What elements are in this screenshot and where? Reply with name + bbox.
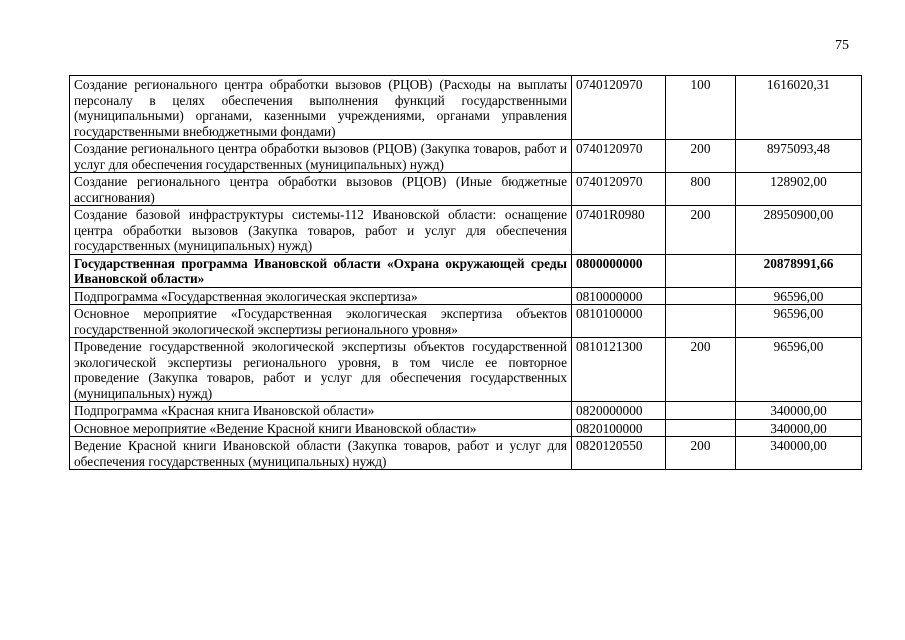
row-amount-cell: 8975093,48 (736, 140, 862, 173)
row-amount-cell: 340000,00 (736, 437, 862, 470)
row-code-cell: 0820120550 (572, 437, 666, 470)
row-amount-cell: 96596,00 (736, 305, 862, 338)
row-name-cell: Проведение государственной экологической экспертизы объектов государственной экологической экспертизы регионального уровня, в том числе ее повторное проведение (Закупка товаров, работ и услуг для обеспечения государственных (муниципальных) нужд) (70, 338, 572, 402)
table-row (70, 419, 862, 437)
row-name-cell: Подпрограмма «Красная книга Ивановской области» (70, 402, 572, 420)
table-row (70, 76, 862, 140)
table-row (70, 287, 862, 305)
table-row (70, 206, 862, 255)
row-code-cell: 0820100000 (572, 419, 666, 437)
row-code-cell: 0810100000 (572, 305, 666, 338)
row-code-cell: 0810000000 (572, 287, 666, 305)
row-name-cell: Основное мероприятие «Ведение Красной книги Ивановской области» (70, 419, 572, 437)
table-row-program (70, 254, 862, 287)
row-amount-cell: 128902,00 (736, 173, 862, 206)
table-row (70, 140, 862, 173)
row-code-cell: 0810121300 (572, 338, 666, 402)
row-kind-cell (666, 305, 736, 338)
row-name-cell: Создание регионального центра обработки вызовов (РЦОВ) (Закупка товаров, работ и услуг для обеспечения государственных (муниципальных) нужд) (70, 140, 572, 173)
row-kind-cell: 800 (666, 173, 736, 206)
row-kind-cell: 200 (666, 140, 736, 173)
row-name-cell: Подпрограмма «Государственная экологическая экспертиза» (70, 287, 572, 305)
row-amount-cell: 28950900,00 (736, 206, 862, 255)
row-name-cell: Создание базовой инфраструктуры системы-112 Ивановской области: оснащение центра обработки вызовов (Закупка товаров, работ и услуг для обеспечения государственных (муниципальных) нужд) (70, 206, 572, 255)
budget-table-body (70, 76, 862, 470)
row-amount-cell: 340000,00 (736, 402, 862, 420)
row-kind-cell (666, 419, 736, 437)
row-name-cell: Основное мероприятие «Государственная экологическая экспертиза объектов государственной экологической экспертизы регионального уровня» (70, 305, 572, 338)
page-number: 75 (835, 38, 849, 53)
row-name-cell: Государственная программа Ивановской области «Охрана окружающей среды Ивановской области» (70, 254, 572, 287)
row-kind-cell (666, 254, 736, 287)
table-row (70, 173, 862, 206)
row-name-cell: Ведение Красной книги Ивановской области (Закупка товаров, работ и услуг для обеспечения государственных (муниципальных) нужд) (70, 437, 572, 470)
table-row (70, 338, 862, 402)
row-code-cell: 0740120970 (572, 140, 666, 173)
row-code-cell: 0800000000 (572, 254, 666, 287)
table-row (70, 402, 862, 420)
table-row (70, 437, 862, 470)
row-kind-cell (666, 287, 736, 305)
row-name-cell: Создание регионального центра обработки вызовов (РЦОВ) (Иные бюджетные ассигнования) (70, 173, 572, 206)
row-amount-cell: 96596,00 (736, 287, 862, 305)
row-amount-cell: 1616020,31 (736, 76, 862, 140)
row-code-cell: 0820000000 (572, 402, 666, 420)
row-code-cell: 0740120970 (572, 173, 666, 206)
row-code-cell: 0740120970 (572, 76, 666, 140)
row-name-cell: Создание регионального центра обработки вызовов (РЦОВ) (Расходы на выплаты персоналу в целях обеспечения выполнения функций государственными (муниципальными) органами, казенными учреждениями, органами управления государственными внебюджетными фондами) (70, 76, 572, 140)
row-kind-cell: 100 (666, 76, 736, 140)
row-amount-cell: 96596,00 (736, 338, 862, 402)
table-row (70, 305, 862, 338)
budget-table (69, 75, 862, 470)
row-code-cell: 07401R0980 (572, 206, 666, 255)
row-kind-cell: 200 (666, 338, 736, 402)
row-kind-cell: 200 (666, 206, 736, 255)
row-amount-cell: 340000,00 (736, 419, 862, 437)
row-kind-cell (666, 402, 736, 420)
row-amount-cell: 20878991,66 (736, 254, 862, 287)
row-kind-cell: 200 (666, 437, 736, 470)
